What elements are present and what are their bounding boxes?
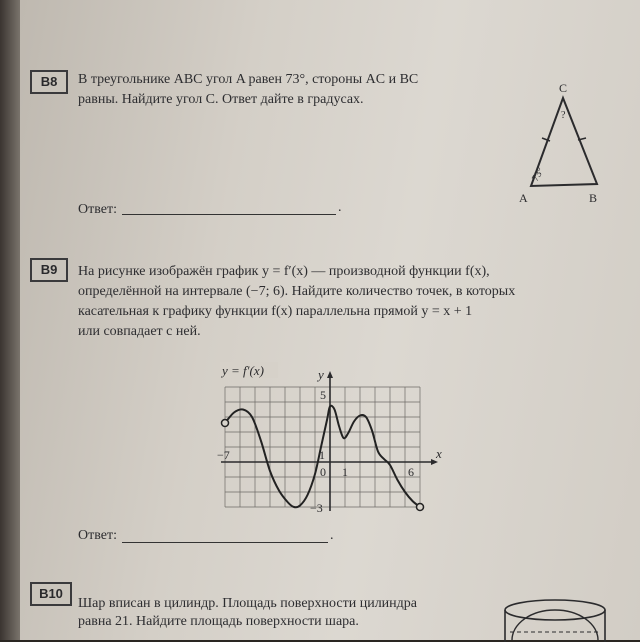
problem-b8-line-2: равны. Найдите угол C. Ответ дайте в градусах. (78, 92, 364, 107)
derivative-graph (200, 352, 460, 522)
problem-b9-line-2: определённой на интервале (−7; 6). Найдите количество точек, в которых (78, 284, 516, 299)
y-axis-arrow (327, 371, 333, 378)
problem-b9-line-3: касательная к графику функции f(x) параллельна прямой y = x + 1 (78, 304, 473, 319)
problem-b9-line-4: или совпадает с ней. (78, 324, 201, 339)
answer-label-b8: Ответ: (78, 202, 117, 217)
problem-b9-line-1: На рисунке изображён график y = f′(x) — производной функции f(x), (78, 264, 490, 279)
problem-b10-line-1: Шар вписан в цилиндр. Площадь поверхности цилиндра (78, 596, 418, 611)
answer-dot-b9: . (330, 528, 334, 543)
y-axis-label: y (318, 367, 324, 382)
y-tick-5: 5 (320, 388, 326, 402)
cylinder-sphere-figure (500, 592, 610, 642)
answer-field-b8[interactable] (122, 214, 336, 215)
vertex-c-label: C (559, 81, 568, 95)
curve-label: y = f′(x) (222, 363, 264, 378)
answer-dot-b8: . (338, 200, 342, 215)
inscribed-sphere-arc (512, 610, 598, 640)
problem-label-b9: B9 (30, 258, 68, 282)
x-tick-neg7: −7 (217, 448, 230, 462)
problem-b8-line-1: В треугольнике ABC угол A равен 73°, стороны AC и BC (78, 72, 419, 87)
graph-grid (225, 387, 420, 507)
vertex-a-label: A (519, 191, 528, 205)
y-tick-neg3: −3 (310, 501, 323, 515)
x-tick-1: 1 (342, 465, 348, 479)
origin-label: 0 (320, 465, 326, 479)
y-tick-1: 1 (319, 448, 325, 462)
x-axis-label: x (436, 446, 442, 461)
problem-label-b10: B10 (30, 582, 72, 606)
x-tick-6: 6 (408, 465, 414, 479)
triangle-abc-figure (515, 78, 625, 208)
angle-c-marking: ? (561, 110, 566, 121)
answer-label-b9: Ответ: (78, 528, 117, 543)
vertex-b-label: B (589, 191, 598, 205)
angle-a-marking: 73° (530, 165, 547, 184)
curve-start-open-point (222, 420, 229, 427)
curve-end-open-point (417, 504, 424, 511)
problem-label-b8: B8 (30, 70, 68, 94)
problem-b10-line-2: равна 21. Найдите площадь поверхности шара. (78, 614, 359, 629)
answer-field-b9[interactable] (122, 542, 328, 543)
